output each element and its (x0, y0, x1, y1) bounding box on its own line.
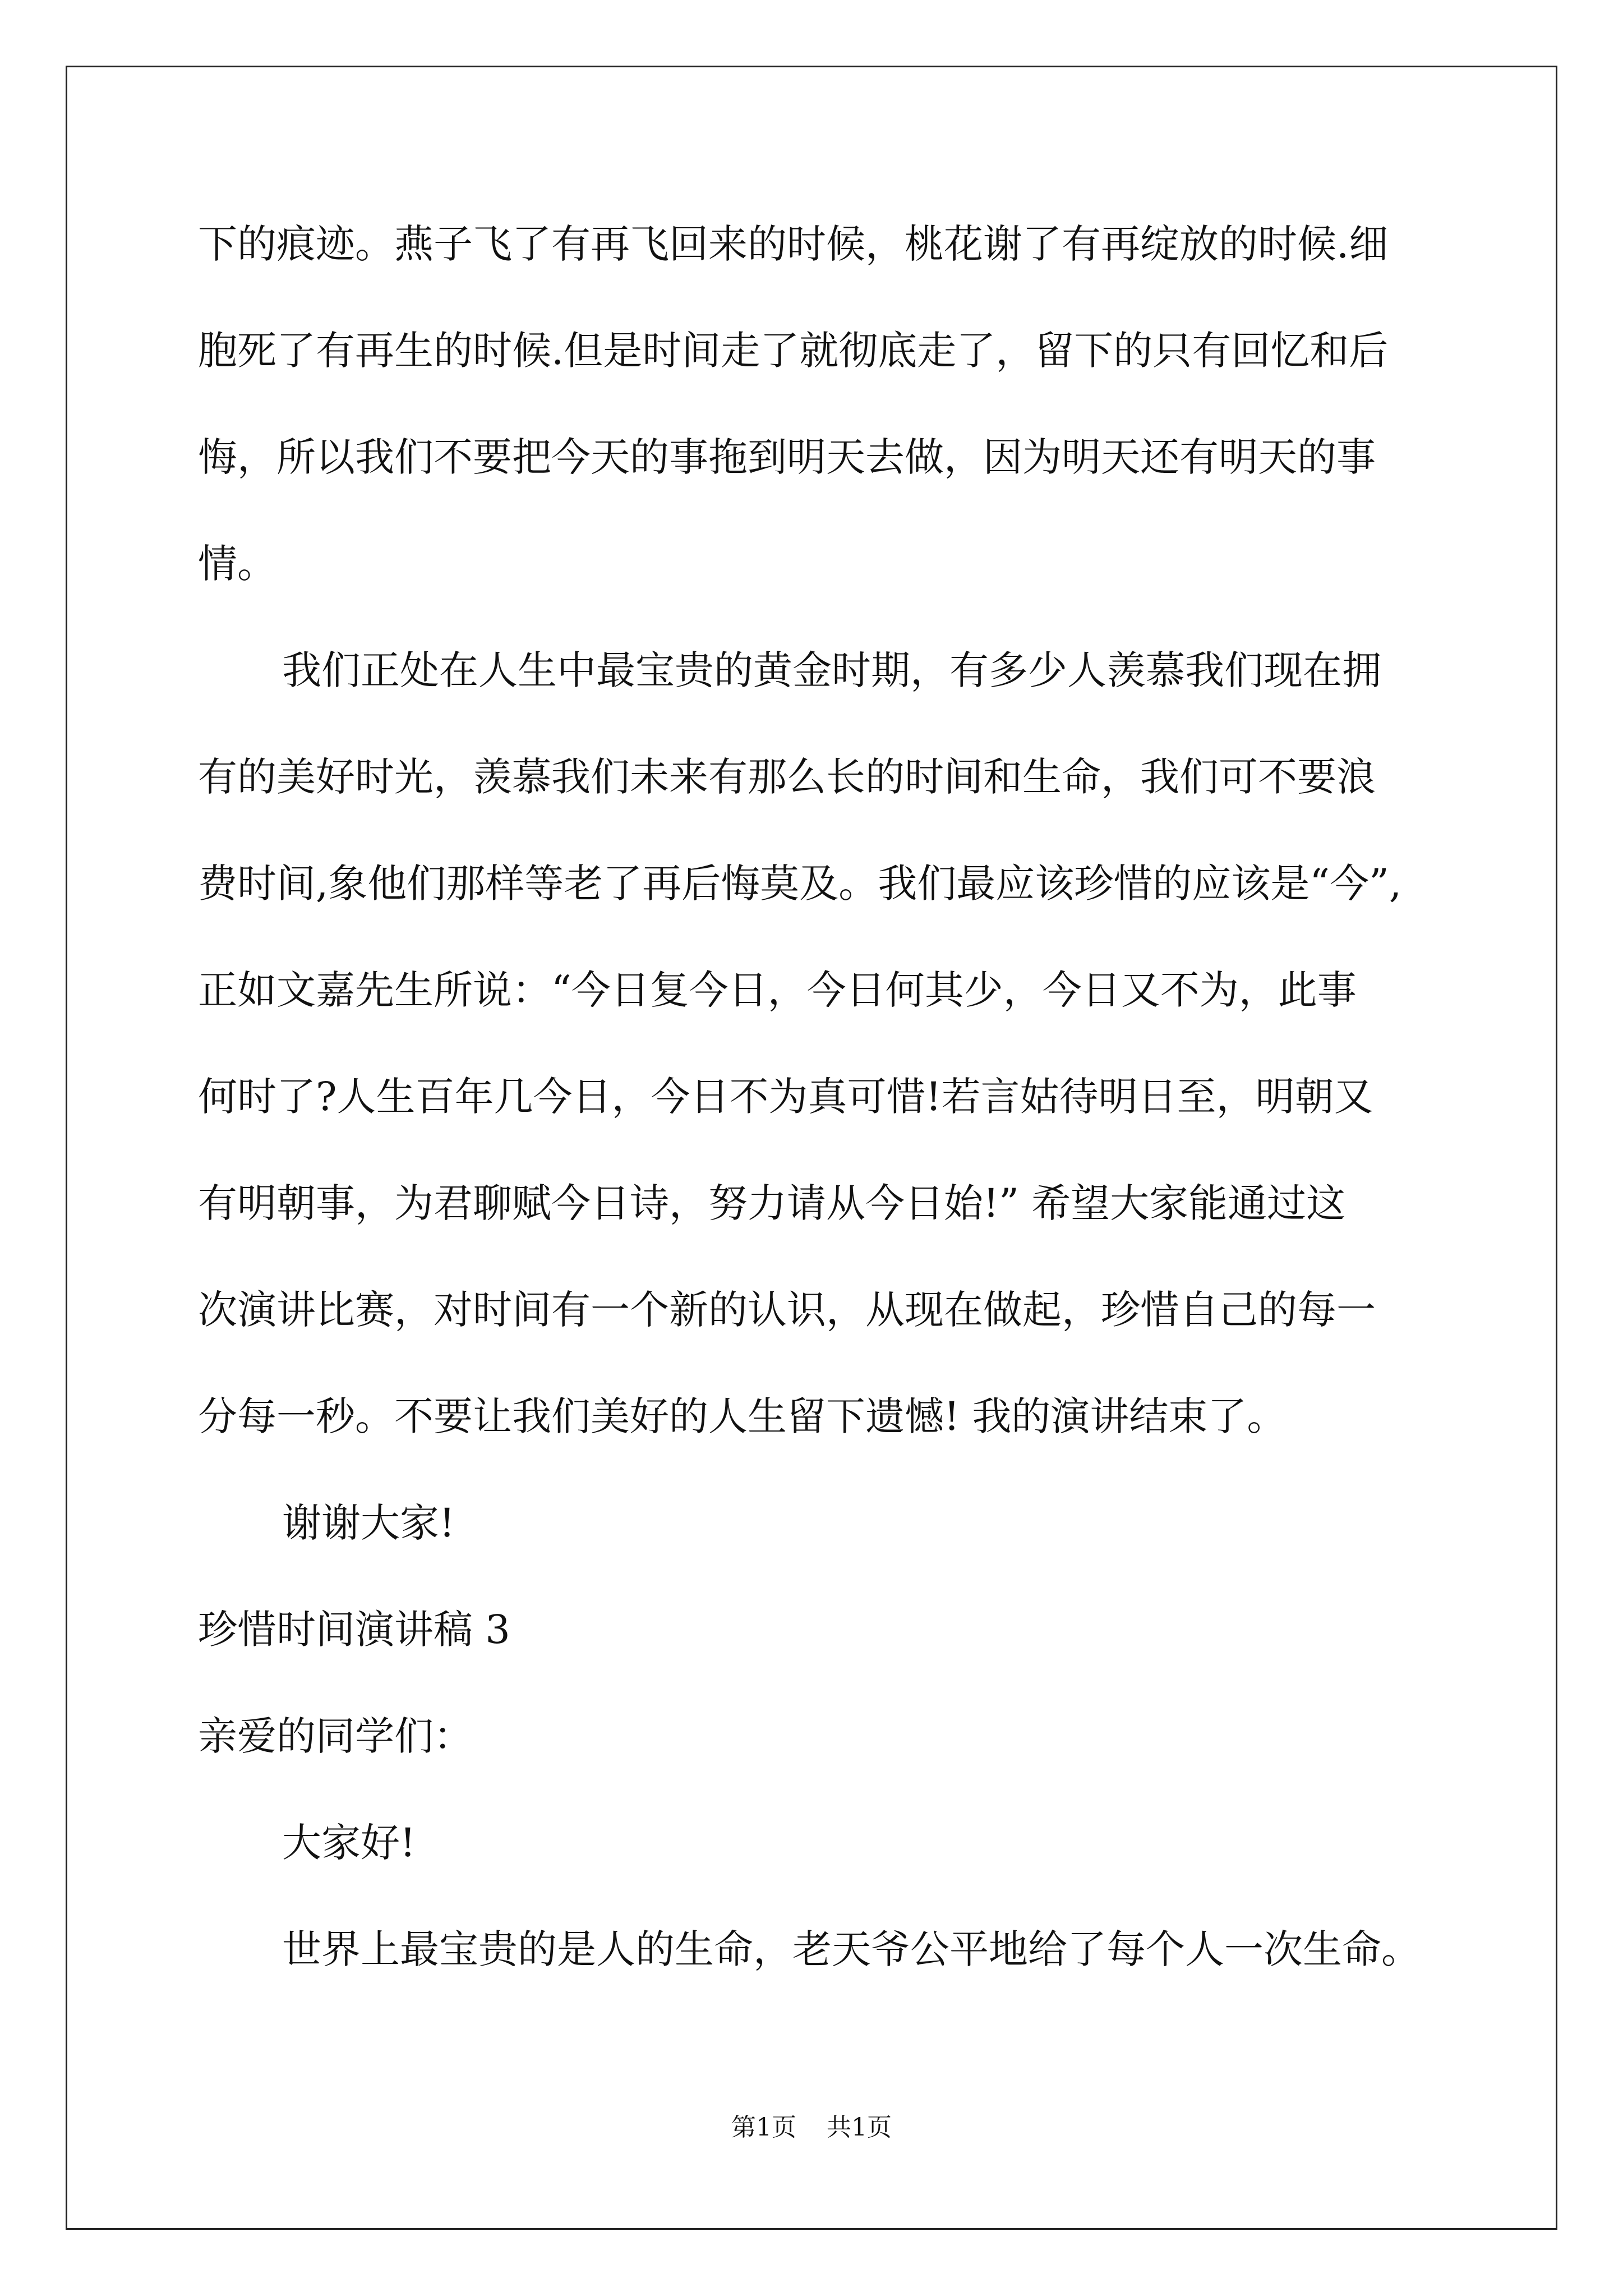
paragraph-line: 分每一秒。不要让我们美好的人生留下遗憾! 我的演讲结束了。 (198, 1393, 1287, 1439)
page-total: 共1页 (827, 2113, 892, 2142)
paragraph-line: 次演讲比赛，对时间有一个新的认识，从现在做起，珍惜自己的每一 (198, 1287, 1376, 1333)
salutation: 亲爱的同学们： (198, 1713, 473, 1759)
paragraph-line: 世界上最宝贵的是人的生命，老天爷公平地给了每个人一次生命。 (282, 1926, 1421, 1972)
paragraph-line: 悔，所以我们不要把今天的事拖到明天去做，因为明天还有明天的事 (198, 434, 1376, 480)
page-footer (0, 2112, 1623, 2143)
paragraph-line: 情。 (198, 541, 276, 587)
paragraph-line: 有明朝事，为君聊赋今日诗，努力请从今日始!” 希望大家能通过这 (198, 1180, 1346, 1226)
paragraph-line: 何时了?人生百年几今日，今日不为真可惜!若言姑待明日至，明朝又 (198, 1074, 1373, 1120)
paragraph-line: 有的美好时光，羡慕我们未来有那么长的时间和生命，我们可不要浪 (198, 754, 1376, 800)
page-number: 第1页 (731, 2113, 796, 2142)
section-title: 珍惜时间演讲稿 3 (198, 1607, 510, 1653)
paragraph-line: 下的痕迹。燕子飞了有再飞回来的时候，桃花谢了有再绽放的时候.细 (198, 221, 1389, 267)
paragraph-line: 正如文嘉先生所说：“今日复今日，今日何其少，今日又不为，此事 (198, 967, 1357, 1013)
paragraph-line: 费时间,象他们那样等老了再后悔莫及。我们最应该珍惜的应该是“今”, (198, 861, 1402, 907)
paragraph-line: 我们正处在人生中最宝贵的黄金时期，有多少人羡慕我们现在拥 (282, 647, 1381, 693)
page-border (66, 66, 1557, 2230)
greeting: 大家好! (282, 1820, 416, 1866)
closing-thanks: 谢谢大家! (282, 1500, 455, 1546)
paragraph-line: 胞死了有再生的时候.但是时间走了就彻底走了，留下的只有回忆和后 (198, 328, 1389, 374)
